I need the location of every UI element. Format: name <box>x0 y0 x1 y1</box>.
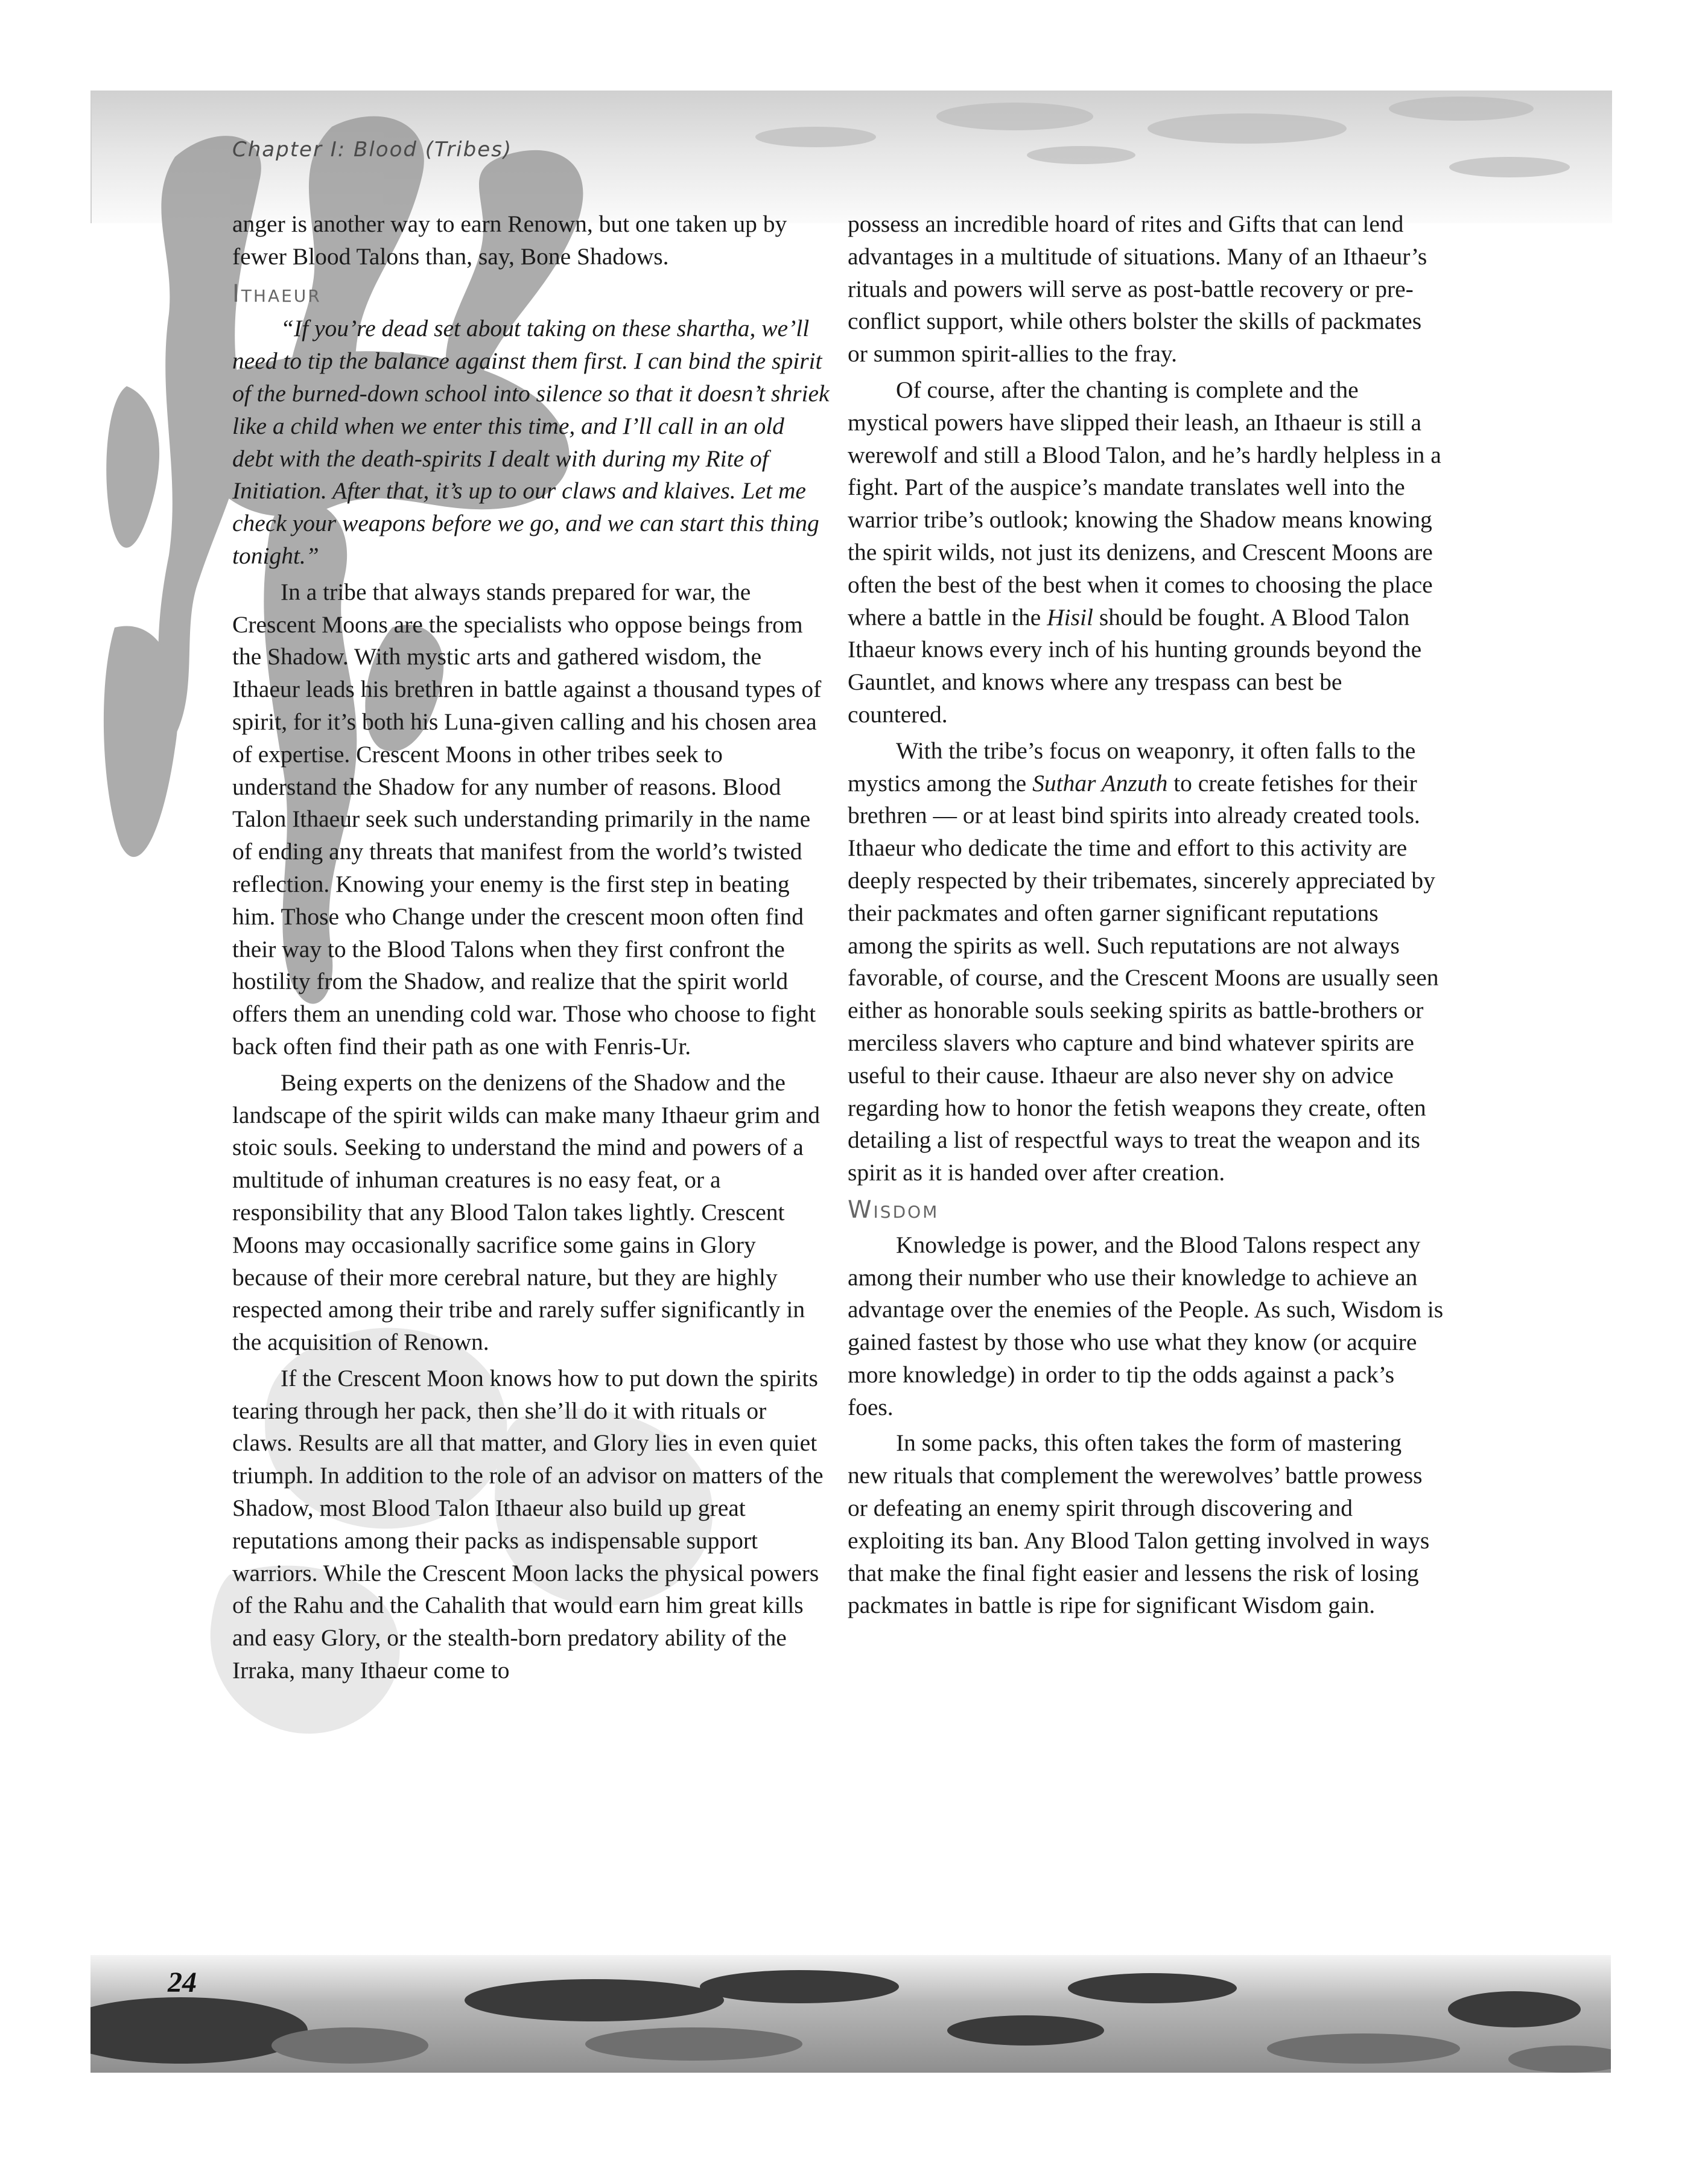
paragraph-text: should be fought. A Blood Talon Ithaeur knows every inch of his hunting grounds beyond the Gauntlet, and knows where any trespass can best be countered. <box>848 603 1422 728</box>
footer-band <box>90 1955 1611 2073</box>
left-column <box>232 208 830 1687</box>
paragraph-text: to create fetishes for their brethren — or at least bind spirits into already created tools. Ithaeur who dedicate the time and effort to this activity are deeply respected by their tribemates, sincerely appreciated by their packmates and often garner significant reputations among the spirits as well. Such reputations are not always favorable, of course, and the Crescent Moons are usually seen either as honorable souls seeking spirits as battle-brothers or merciless slavers who capture and bind whatever spirits are useful to their cause. Ithaeur are also never shy on advice regarding how to honor the fetish weapons they create, often detailing a list of respectful ways to treat the weapon and its spirit as it is handed over after creation. <box>848 769 1439 1186</box>
paragraph <box>848 735 1445 1189</box>
section-heading-ithaeur: Ithaeur <box>232 279 322 308</box>
emphasis-term: Suthar Anzuth <box>1032 769 1168 796</box>
section-heading-wisdom: Wisdom <box>848 1195 939 1224</box>
epigraph-quote: “If you’re dead set about taking on these shartha, we’ll need to tip the balance against them first. I can bind the spirit of the burned-down school into silence so that it doesn’t shriek like a child when we enter this time, and I’ll call in an old debt with the death-spirits I dealt with during my Rite of Initiation. After that, it’s up to our claws and klaives. Let me check your weapons before we go, and we can start this thing tonight.” <box>232 315 830 569</box>
paragraph: Knowledge is power, and the Blood Talons respect any among their number who use their knowledge to achieve an advantage over the enemies of the People. As such, Wisdom is gained fastest by those who use what they know (or acquire more knowledge) in order to tip the odds against a pack’s foes. <box>848 1231 1444 1420</box>
page-number: 24 <box>168 1966 197 1998</box>
paragraph: In some packs, this often takes the form of mastering new rituals that complement the werewolves’ battle prowess or defeating an enemy spirit through discovering and exploiting its ban. Any Blood Talon getting involved in ways that make the final fight easier and lessens the risk of losing packmates in battle is ripe for significant Wisdom gain. <box>848 1429 1430 1619</box>
paragraph-text: With the tribe’s focus on weaponry, it often falls to the mystics among the <box>848 737 1416 796</box>
chapter-title: Chapter I: Blood (Tribes) <box>232 138 513 162</box>
paragraph: In a tribe that always stands prepared for war, the Crescent Moons are the specialists who oppose beings from the Shadow. With mystic arts and gathered wisdom, the Ithaeur leads his brethren in battle against a thousand types of spirit, for it’s both his Luna-given calling and his chosen area of expertise. Crescent Moons in other tribes seek to understand the Shadow for any number of reasons. Blood Talon Ithaeur seek such understanding primarily in the name of ending any threats that manifest from the world’s twisted reflection. Knowing your enemy is the first step in beating him. Those who Change under the crescent moon often find their way to the Blood Talons when they first confront the hostility from the Shadow, and realize that the spirit world offers them an unending cold war. Those who choose to fight back often find their path as one with Fenris-Ur. <box>232 578 822 1060</box>
paragraph-text: Of course, after the chanting is complete and the mystical powers have slipped their leash, an Ithaeur is still a werewolf and still a Blood Talon, and he’s hardly helpless in a fight. Part of the auspice’s mandate translates well into the warrior tribe’s outlook; knowing the Shadow means knowing the spirit wilds, not just its denizens, and Crescent Moons are often the best of the best when it comes to choosing the place where a battle in the <box>848 376 1441 631</box>
paragraph: Being experts on the denizens of the Shadow and the landscape of the spirit wilds can make many Ithaeur grim and stoic souls. Seeking to understand the mind and powers of a multitude of inhuman creatures is no easy feat, or a responsibility that any Blood Talon takes lightly. Crescent Moons may occasionally sacrifice some gains in Glory because of their more cerebral nature, but they are highly respected among their tribe and rarely suffer significantly in the acquisition of Renown. <box>232 1069 821 1356</box>
right-column <box>848 208 1445 1622</box>
paragraph: anger is another way to earn Renown, but one taken up by fewer Blood Talons than, say, Bone Shadows. <box>232 211 787 270</box>
paragraph <box>848 374 1445 731</box>
emphasis-term: Hisil <box>1047 603 1093 631</box>
paragraph: possess an incredible hoard of rites and Gifts that can lend advantages in a multitude of situations. Many of an Ithaeur’s rituals and powers will serve as post-battle recovery or pre-conflict support, while others bolster the skills of packmates or summon spirit-allies to the fray. <box>848 211 1427 367</box>
paragraph: If the Crescent Moon knows how to put down the spirits tearing through her pack, then she’ll do it with rituals or claws. Results are all that matter, and Glory lies in even quiet triumph. In addition to the role of an advisor on matters of the Shadow, most Blood Talon Ithaeur also build up great reputations among their packs as indispensable support warriors. While the Crescent Moon lacks the physical powers of the Rahu and the Cahalith that would earn him great kills and easy Glory, or the stealth-born predatory ability of the Irraka, many Ithaeur come to <box>232 1364 824 1684</box>
